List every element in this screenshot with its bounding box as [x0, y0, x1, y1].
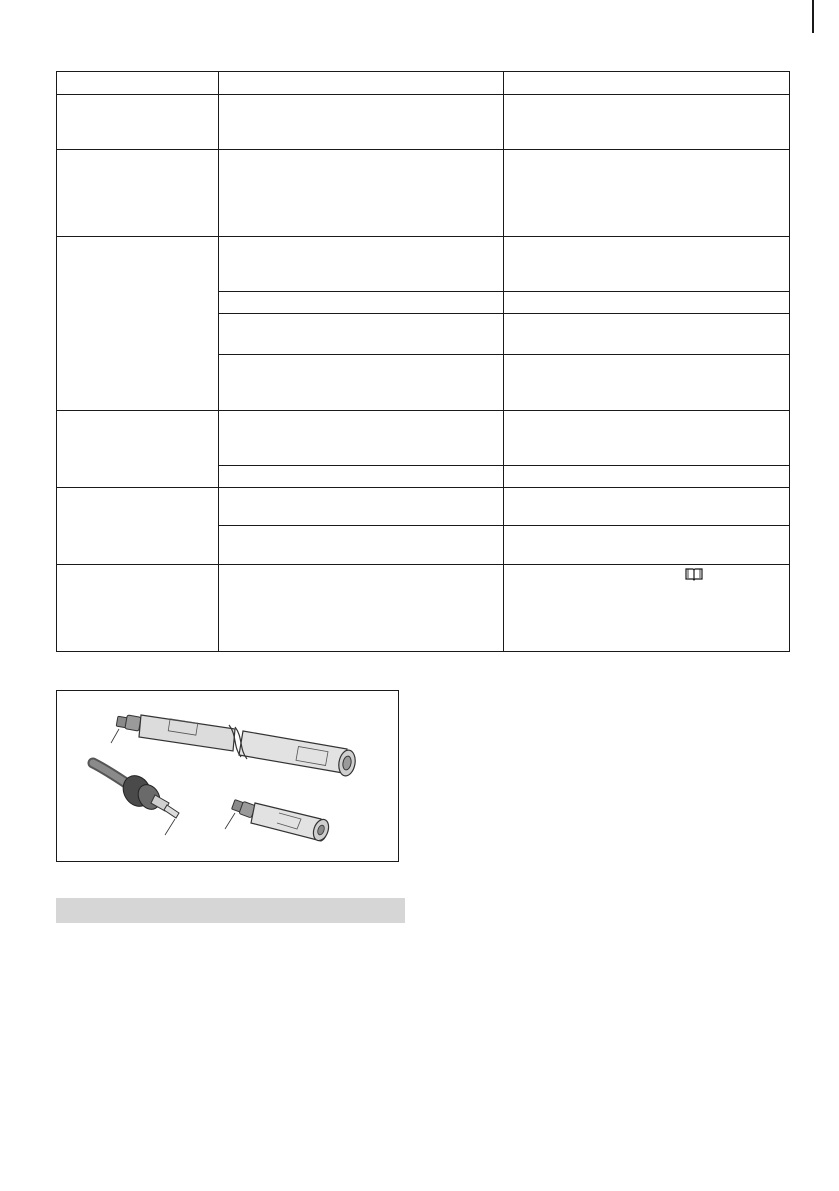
- header-remedy: [504, 72, 790, 95]
- remedy-cell: [504, 314, 790, 355]
- accessories-figure: [56, 690, 399, 862]
- cause-cell: [219, 292, 504, 314]
- table-row: [57, 95, 790, 150]
- book-icon: [685, 567, 703, 581]
- cause-cell: [219, 237, 504, 292]
- fold-marker: [812, 0, 814, 33]
- cause-cell: [219, 525, 504, 564]
- remedy-cell: [504, 355, 790, 410]
- remedy-cell: [504, 95, 790, 150]
- cause-cell: [219, 487, 504, 525]
- cause-cell: [219, 314, 504, 355]
- table-header-row: [57, 72, 790, 95]
- remedy-cell: [504, 237, 790, 292]
- troubleshooting-table: [56, 71, 790, 652]
- cause-cell: [219, 564, 504, 651]
- table-row: [57, 487, 790, 525]
- cause-cell: [219, 150, 504, 237]
- table-row: [57, 150, 790, 237]
- remedy-cell: [504, 292, 790, 314]
- cause-cell: [219, 410, 504, 465]
- table-row: [57, 237, 790, 292]
- cause-cell: [219, 95, 504, 150]
- cause-cell: [219, 465, 504, 487]
- remedy-cell: [504, 525, 790, 564]
- remedy-cell: [504, 465, 790, 487]
- fault-cell: [57, 410, 219, 487]
- section-heading-bar: [56, 898, 405, 923]
- fault-cell: [57, 564, 219, 651]
- nozzle-icon: [225, 800, 331, 843]
- table-row: [57, 410, 790, 465]
- spray-lance-icon: [111, 715, 357, 777]
- fault-cell: [57, 487, 219, 564]
- fault-cell: [57, 237, 219, 410]
- trigger-gun-hose-connector-icon: [93, 763, 179, 835]
- remedy-cell: [504, 564, 790, 651]
- header-fault: [57, 72, 219, 95]
- table-row: [57, 564, 790, 651]
- remedy-cell: [504, 410, 790, 465]
- header-cause: [219, 72, 504, 95]
- remedy-cell: [504, 487, 790, 525]
- fault-cell: [57, 95, 219, 150]
- fault-cell: [57, 150, 219, 237]
- cause-cell: [219, 355, 504, 410]
- remedy-cell: [504, 150, 790, 237]
